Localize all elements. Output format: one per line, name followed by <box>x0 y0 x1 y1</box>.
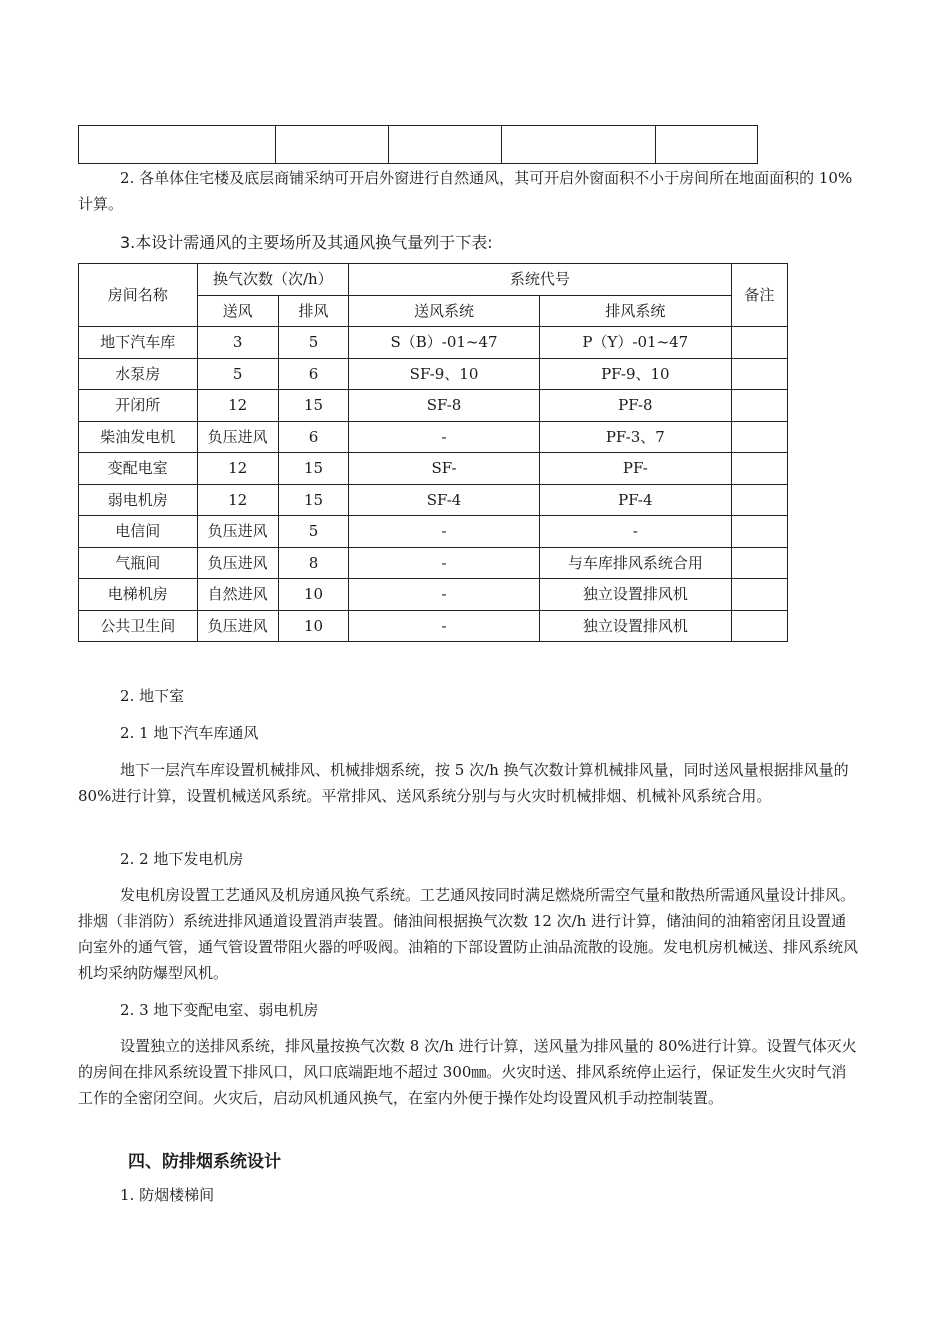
cell-exhaust-system: PF-9、10 <box>539 358 731 390</box>
cell-remark <box>731 547 787 579</box>
cell-supply-system: SF-4 <box>349 484 540 516</box>
cell-supply: 12 <box>197 484 278 516</box>
cell-exhaust-system: 独立设置排风机 <box>539 579 731 611</box>
cell-supply: 12 <box>197 390 278 422</box>
paragraph-2-1: 地下一层汽车库设置机械排风、机械排烟系统，按 5 次/h 换气次数计算机械排风量，同时送风量根据排风量的 80%进行计算，设置机械送风系统。平常排风、送风系统分别与与火灾时机械排烟、机械补风系统合用。 <box>78 761 849 805</box>
header-system-code: 系统代号 <box>349 264 732 296</box>
cell-exhaust: 5 <box>278 327 348 359</box>
cell-exhaust: 10 <box>278 579 348 611</box>
cell-exhaust: 15 <box>278 390 348 422</box>
cell-room: 变配电室 <box>79 453 198 485</box>
cell-supply-system: SF-9、10 <box>349 358 540 390</box>
cell-exhaust-system: PF-3、7 <box>539 421 731 453</box>
cell-remark <box>731 579 787 611</box>
cell-remark <box>731 390 787 422</box>
table-row <box>79 126 758 164</box>
paragraph-2-3: 设置独立的送排风系统，排风量按换气次数 8 次/h 进行计算，送风量为排风量的 80%进行计算。设置气体灭火的房间在排风系统设置下排风口，风口底端距地不超过 300㎜。火灾时送、排风系统停止运行，保证发生火灾时气消工作的全密闭空间。火灾后，启动风机通风换气，在室内外便于操作处均设置风机手动控制装置。 <box>78 1037 857 1107</box>
table-row <box>79 358 788 390</box>
table-header-row <box>79 264 788 296</box>
cell-supply: 负压进风 <box>197 516 278 548</box>
table-row <box>79 327 788 359</box>
table-cell <box>501 126 656 164</box>
table-row <box>79 390 788 422</box>
section-2-2-heading: 2. 2 地下发电机房 <box>120 850 244 868</box>
cell-supply-system: SF-8 <box>349 390 540 422</box>
cell-supply: 12 <box>197 453 278 485</box>
table-row <box>79 484 788 516</box>
paragraph-2-single: 2. 各单体住宅楼及底层商铺采纳可开启外窗进行自然通风，其可开启外窗面积不小于房间所在地面面积的 10%计算。 <box>78 169 853 213</box>
header-supply: 送风 <box>197 295 278 327</box>
cell-remark <box>731 516 787 548</box>
cell-exhaust-system: PF-4 <box>539 484 731 516</box>
cell-room: 电信间 <box>79 516 198 548</box>
cell-remark <box>731 610 787 642</box>
table-cell <box>389 126 502 164</box>
table-row <box>79 516 788 548</box>
section-2-3-heading: 2. 3 地下变配电室、弱电机房 <box>120 1001 319 1019</box>
header-exhaust-system: 排风系统 <box>539 295 731 327</box>
cell-exhaust: 6 <box>278 421 348 453</box>
cell-supply: 负压进风 <box>197 610 278 642</box>
cell-exhaust-system: P（Y）-01~47 <box>539 327 731 359</box>
cell-room: 弱电机房 <box>79 484 198 516</box>
table-cell <box>79 126 276 164</box>
cell-exhaust-system: PF- <box>539 453 731 485</box>
cell-room: 电梯机房 <box>79 579 198 611</box>
table-row <box>79 547 788 579</box>
table-row <box>79 453 788 485</box>
header-remark: 备注 <box>731 264 787 327</box>
header-room-name: 房间名称 <box>79 264 198 327</box>
table-row <box>79 421 788 453</box>
cell-exhaust: 5 <box>278 516 348 548</box>
cell-supply-system: S（B）-01~47 <box>349 327 540 359</box>
table-row <box>79 610 788 642</box>
cell-room: 柴油发电机 <box>79 421 198 453</box>
cell-exhaust-system: 与车库排风系统合用 <box>539 547 731 579</box>
cell-exhaust: 15 <box>278 484 348 516</box>
cell-supply-system: - <box>349 421 540 453</box>
table-row <box>79 579 788 611</box>
table-cell <box>656 126 758 164</box>
cell-remark <box>731 453 787 485</box>
cell-remark <box>731 358 787 390</box>
header-ach: 换气次数（次/h） <box>197 264 349 296</box>
cell-room: 开闭所 <box>79 390 198 422</box>
header-exhaust: 排风 <box>278 295 348 327</box>
cell-exhaust: 15 <box>278 453 348 485</box>
cell-supply-system: - <box>349 610 540 642</box>
cell-supply-system: - <box>349 547 540 579</box>
cell-supply-system: - <box>349 579 540 611</box>
cell-remark <box>731 327 787 359</box>
table-cell <box>276 126 389 164</box>
cell-exhaust-system: 独立设置排风机 <box>539 610 731 642</box>
heading-3: 3.本设计需通风的主要场所及其通风换气量列于下表: <box>120 233 493 252</box>
section-4-1-heading: 1. 防烟楼梯间 <box>120 1186 215 1204</box>
cell-remark <box>731 484 787 516</box>
paragraph-2-2: 发电机房设置工艺通风及机房通风换气系统。工艺通风按同时满足燃烧所需空气量和散热所需通风量设计排风。排烟（非消防）系统进排风通道设置消声装置。储油间根据换气次数 12 次/h 进行计算，储油间的油箱密闭且设置通向室外的通气管，通气管设置带阻火器的呼吸阀。油箱的下部设置防止油品流散的设施。发电机房机械送、排风系统风机均采纳防爆型风机。 <box>78 886 859 982</box>
cell-room: 气瓶间 <box>79 547 198 579</box>
header-supply-system: 送风系统 <box>349 295 540 327</box>
cell-room: 水泵房 <box>79 358 198 390</box>
cell-supply: 3 <box>197 327 278 359</box>
cell-room: 公共卫生间 <box>79 610 198 642</box>
ventilation-table <box>78 263 788 642</box>
cell-exhaust: 6 <box>278 358 348 390</box>
cell-exhaust-system: PF-8 <box>539 390 731 422</box>
cell-supply: 自然进风 <box>197 579 278 611</box>
cell-supply: 负压进风 <box>197 421 278 453</box>
top-empty-table <box>78 125 758 164</box>
cell-exhaust-system: - <box>539 516 731 548</box>
cell-exhaust: 8 <box>278 547 348 579</box>
cell-room: 地下汽车库 <box>79 327 198 359</box>
cell-exhaust: 10 <box>278 610 348 642</box>
section-2-heading: 2. 地下室 <box>120 687 185 705</box>
cell-supply: 负压进风 <box>197 547 278 579</box>
cell-supply: 5 <box>197 358 278 390</box>
cell-remark <box>731 421 787 453</box>
heading-4: 四、防排烟系统设计 <box>128 1152 281 1172</box>
cell-supply-system: - <box>349 516 540 548</box>
cell-supply-system: SF- <box>349 453 540 485</box>
section-2-1-heading: 2. 1 地下汽车库通风 <box>120 724 259 742</box>
